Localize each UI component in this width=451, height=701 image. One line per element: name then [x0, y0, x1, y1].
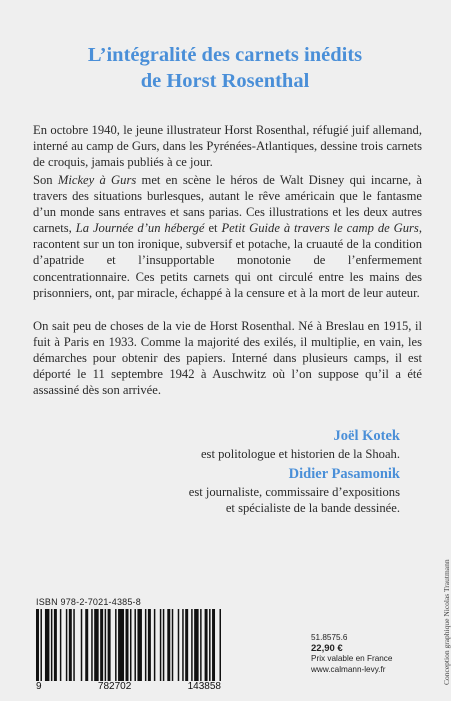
publisher-url: www.calmann-levy.fr — [311, 664, 386, 674]
barcode-bar — [134, 609, 135, 681]
title-line-2: de Horst Rosenthal — [140, 70, 310, 92]
barcode-bar — [66, 609, 67, 681]
barcode-bar — [69, 609, 72, 681]
barcode-bar — [51, 609, 52, 681]
barcode-digit-lead: 9 — [36, 681, 42, 692]
author-role-pasamonik-line-2: et spécialiste de la bande dessinée. — [225, 501, 400, 516]
barcode-bar — [220, 609, 221, 681]
p2-text-e: et — [204, 221, 222, 236]
author-name-kotek: Joël Kotek — [333, 428, 400, 444]
barcode-graphic — [36, 609, 221, 681]
title-mickey-a-gurs: Mickey à Gurs — [57, 173, 137, 187]
p2-text-c: met en scène le héros de Walt Disney qui incarne, à travers des situations burlesques, autant le rêve américain que le fantasme d’un monde sans entraves et sans parias. Ces illustrations et les deux autres carnets, — [33, 173, 422, 236]
author-role-kotek — [201, 446, 400, 462]
barcode-bar — [205, 609, 208, 681]
p2-text-g: , racontent sur un ton ironique, subversif et potache, la cruauté de la condition d’apatride et l’insupportable monotonie de l’enfermement concentrationnaire. Ces petits carnets qui ont circulé entre les mains des prisonniers, ont, par miracle, échappé à la censure et à la mort de leur auteur. — [33, 221, 422, 300]
barcode-bar — [145, 609, 146, 681]
barcode-bar — [172, 609, 173, 681]
barcode-bar — [60, 609, 61, 681]
barcode-bar — [115, 609, 116, 681]
design-credit: Conception graphique Nicolas Trautmann — [442, 559, 451, 685]
barcode-bar — [167, 609, 170, 681]
barcode-bar — [108, 609, 111, 681]
barcode-digits-left: 782702 — [97, 681, 132, 692]
barcode-bar — [40, 609, 41, 681]
author-role-pasamonik-line-1: est journaliste, commissaire d’expositions — [188, 485, 400, 499]
barcode-bar — [118, 609, 124, 681]
author-name-pasamonik: Didier Pasamonik — [288, 466, 400, 482]
barcode-bar — [73, 609, 74, 681]
barcode-bar — [154, 609, 155, 681]
barcode-bar — [126, 609, 129, 681]
isbn-label: ISBN 978-2-7021-4385-8 — [36, 597, 141, 607]
barcode-bar — [105, 609, 106, 681]
barcode-bar — [54, 609, 57, 681]
barcode-bar — [94, 609, 98, 681]
title-petit-guide: Petit Guide à travers le camp de Gurs — [221, 221, 419, 236]
paragraph-intro: En octobre 1940, le jeune illustrateur Horst Rosenthal, réfugié juif allemand, interné au camp de Gurs, dans les Pyrénées-Atlantiques, dessine trois carnets de croquis, jamais publiés à ce jour. — [33, 123, 422, 170]
barcode-bar — [100, 609, 103, 681]
barcode-digits-right: 143858 — [187, 681, 221, 692]
barcode-bar — [212, 609, 215, 681]
product-code: 51.8575.6 — [311, 633, 348, 642]
barcode-bar — [45, 609, 49, 681]
barcode-bar — [200, 609, 201, 681]
paragraph-biography: On sait peu de choses de la vie de Horst Rosenthal. Né à Breslau en 1915, il fuit à Paris en 1933. Comme la majorité des exilés, il multiplie, en vain, les démarches pour obtenir des papiers. Interné dans plusieurs camps, il est déporté le 11 septembre 1942 à Auschwitz où l’on suppose qu’il a été assassiné dès son arrivée. — [33, 319, 422, 398]
author-role-pasamonik — [189, 484, 400, 517]
barcode-bar — [191, 609, 192, 681]
barcode-bar — [194, 609, 198, 681]
title-line-1: L’intégralité des carnets inédits — [87, 44, 363, 66]
barcode-bar — [81, 609, 82, 681]
barcode-bar — [160, 609, 161, 681]
barcode-bar — [185, 609, 188, 681]
barcode-digits — [36, 681, 221, 692]
price-note: Prix valable en France — [311, 654, 393, 664]
barcode-bar — [163, 609, 164, 681]
barcode-bar — [148, 609, 151, 681]
barcode-bar — [130, 609, 131, 681]
p2-text-a: Son — [33, 173, 58, 187]
barcode-bar — [137, 609, 141, 681]
barcode-bar — [85, 609, 88, 681]
barcode-bar — [209, 609, 210, 681]
barcode-bar — [182, 609, 183, 681]
barcode-bar — [36, 609, 39, 681]
price-block — [311, 633, 392, 675]
barcode-bar — [178, 609, 179, 681]
title-journee-heberge: La Journée d’un hébergé — [75, 221, 205, 236]
barcode-bar — [91, 609, 92, 681]
author-role-kotek-line: est politologue et historien de la Shoah. — [200, 447, 400, 461]
paragraph-carnets — [33, 172, 422, 301]
price: 22,90 € — [311, 642, 343, 654]
